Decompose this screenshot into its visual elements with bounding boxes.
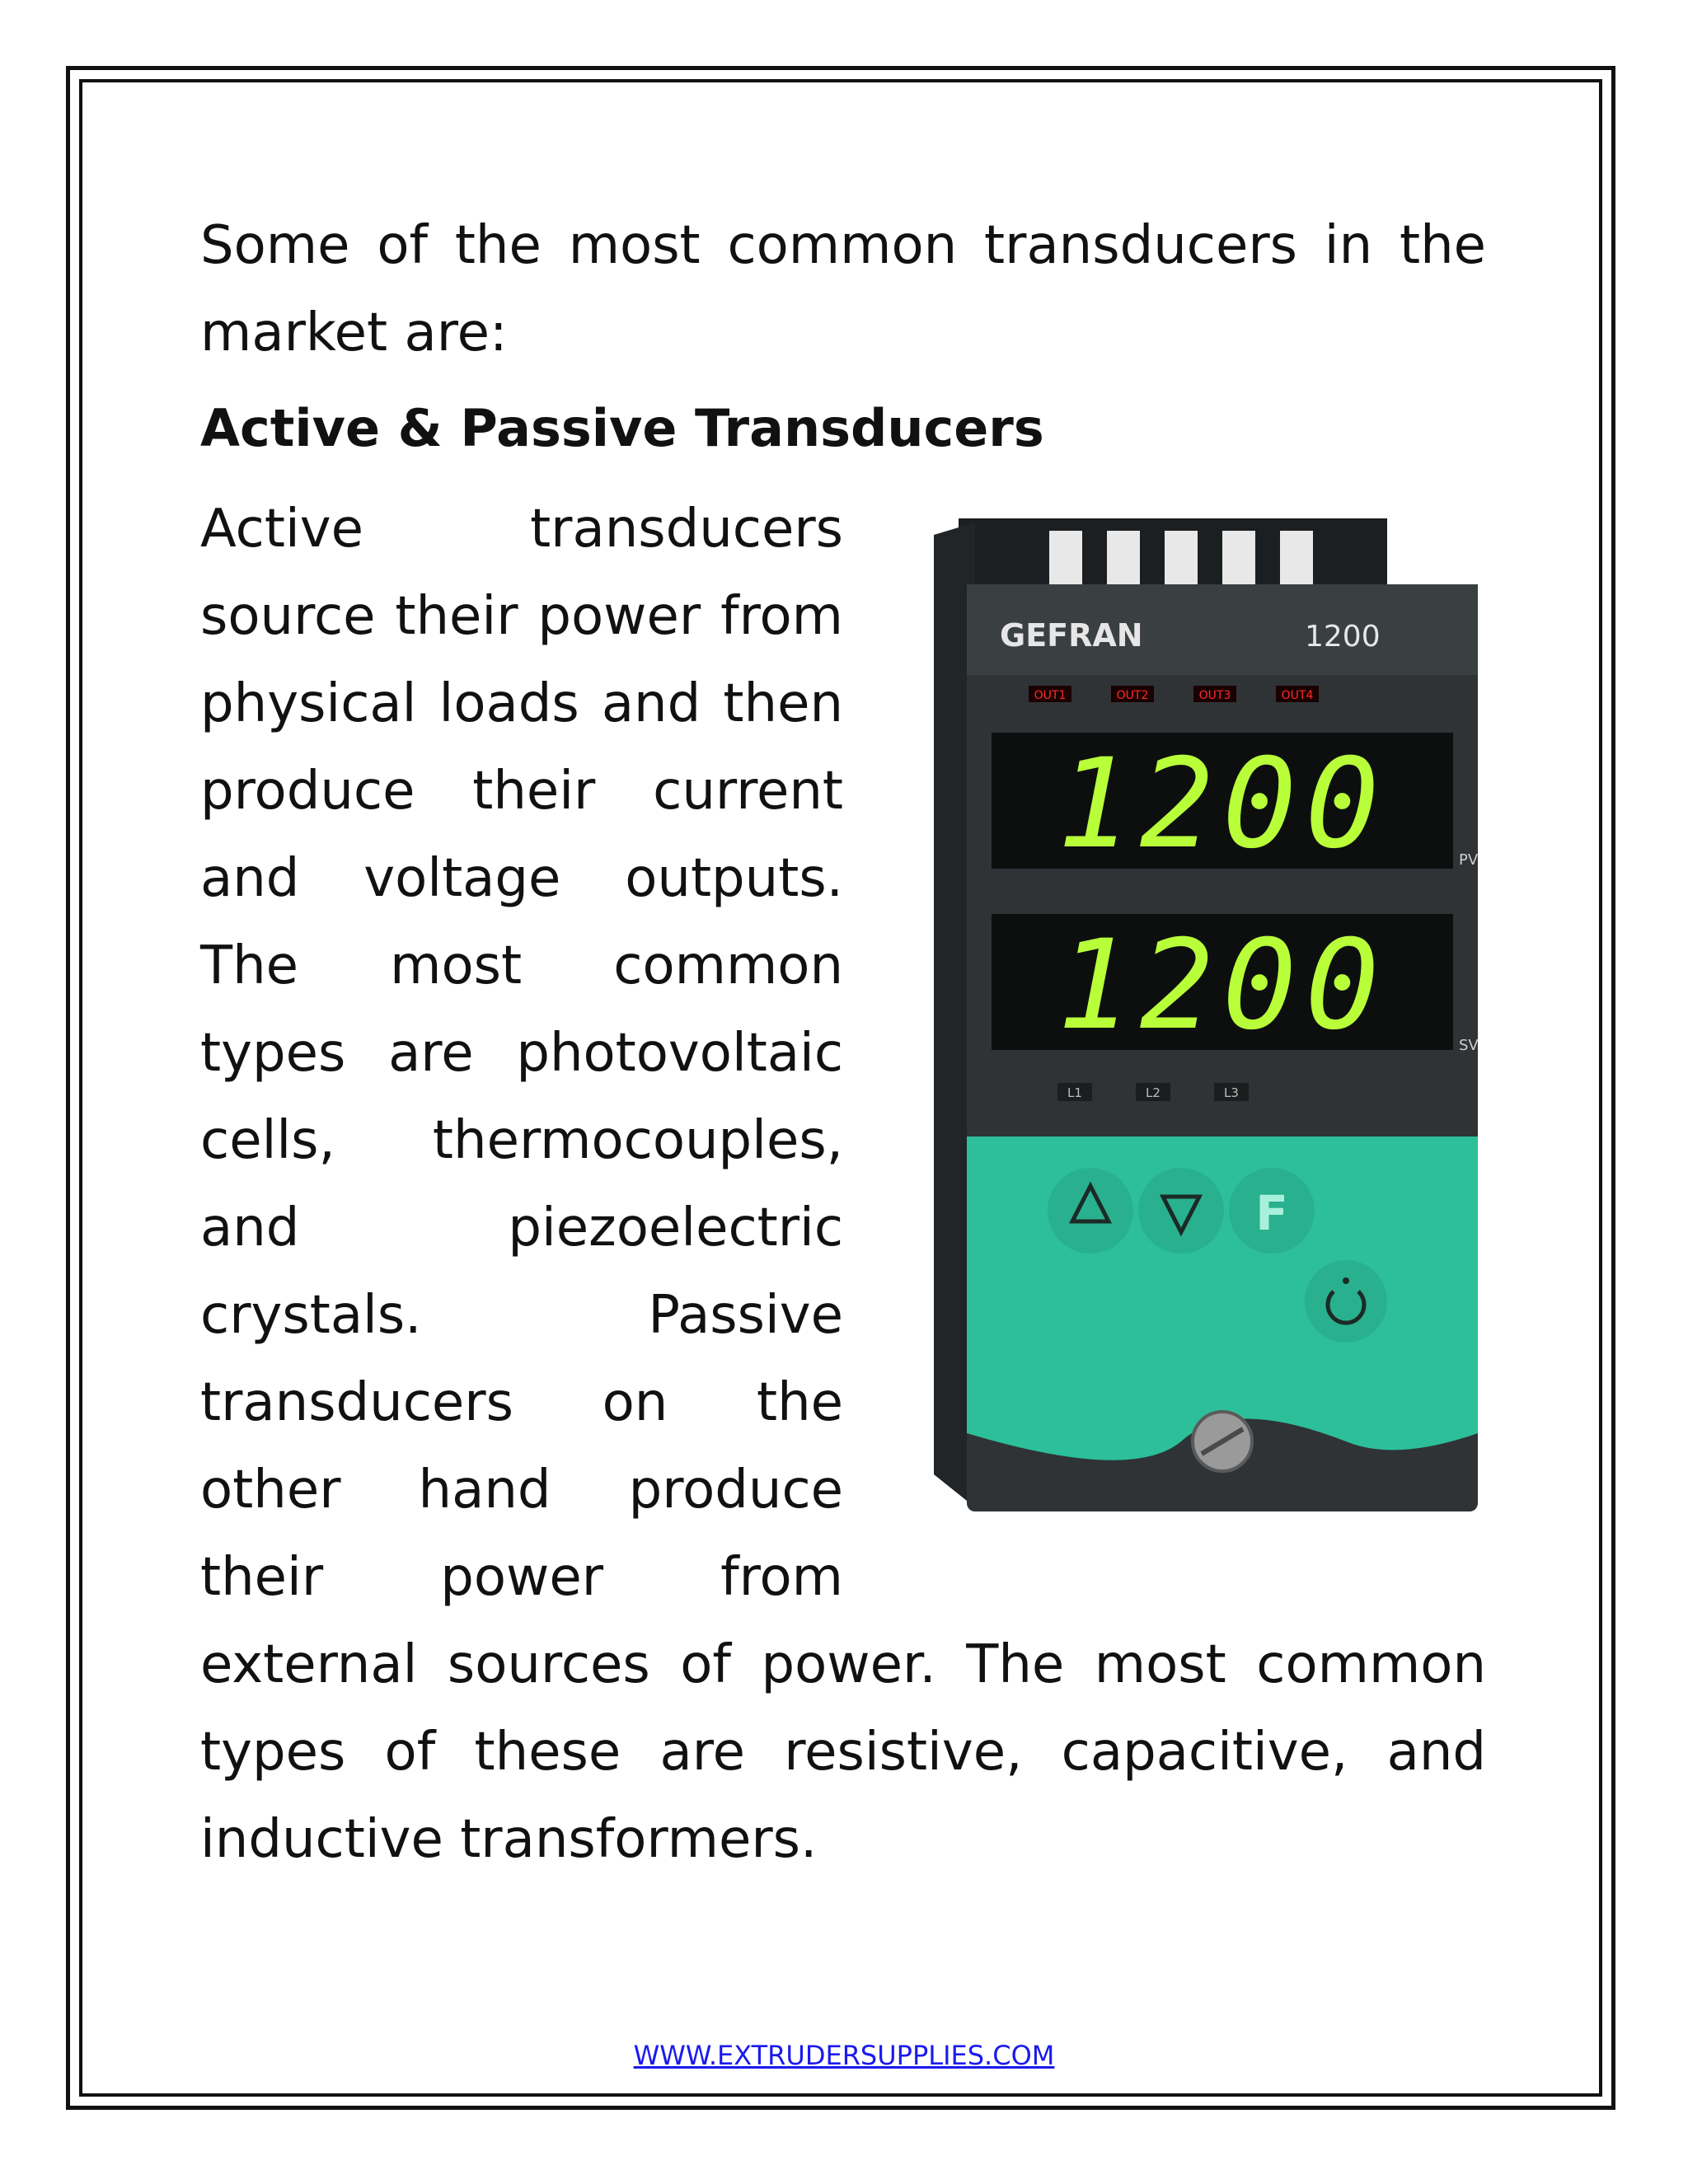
out3-label: OUT3 (1198, 689, 1231, 702)
footer-website-link[interactable]: WWW.EXTRUDERSUPPLIES.COM (633, 2040, 1055, 2071)
section-heading: Active & Passive Transducers (200, 398, 1044, 458)
l3-label: L3 (1224, 1085, 1239, 1100)
sv-value: 1200 (1057, 914, 1388, 1057)
power-key (1305, 1260, 1387, 1343)
out2-label: OUT2 (1116, 689, 1149, 702)
power-icon-dot (1343, 1277, 1349, 1284)
footer (0, 2040, 1688, 2071)
temperature-controller-image (884, 485, 1486, 1549)
document-content (200, 202, 1486, 1883)
level-leds (1057, 1083, 1249, 1101)
sv-label: SV (1459, 1037, 1479, 1054)
up-key (1048, 1168, 1133, 1254)
model-number: 1200 (1305, 620, 1381, 654)
pv-value: 1200 (1057, 733, 1388, 876)
body-paragraph: Active transducers source their power from physical loads and then produce their current and voltage outputs. The most common types are photovoltaic cells, thermocouples, and piezoelectric crystals. Passive transducers on the other hand produce their power from external sources of power. The most common types of these are resistive, capacitive, and inductive transformers. (200, 499, 1486, 1870)
l2-label: L2 (1146, 1085, 1160, 1100)
out4-label: OUT4 (1281, 689, 1314, 702)
l1-label: L1 (1067, 1085, 1082, 1100)
out1-label: OUT1 (1034, 689, 1067, 702)
function-key-label: F (1255, 1185, 1288, 1241)
intro-paragraph: Some of the most common transducers in the market are: (200, 215, 1486, 363)
pv-label: PV (1459, 851, 1479, 869)
brand-logo: GEFRAN (1000, 617, 1143, 654)
down-key (1138, 1168, 1224, 1254)
controller-illustration (884, 485, 1486, 1549)
